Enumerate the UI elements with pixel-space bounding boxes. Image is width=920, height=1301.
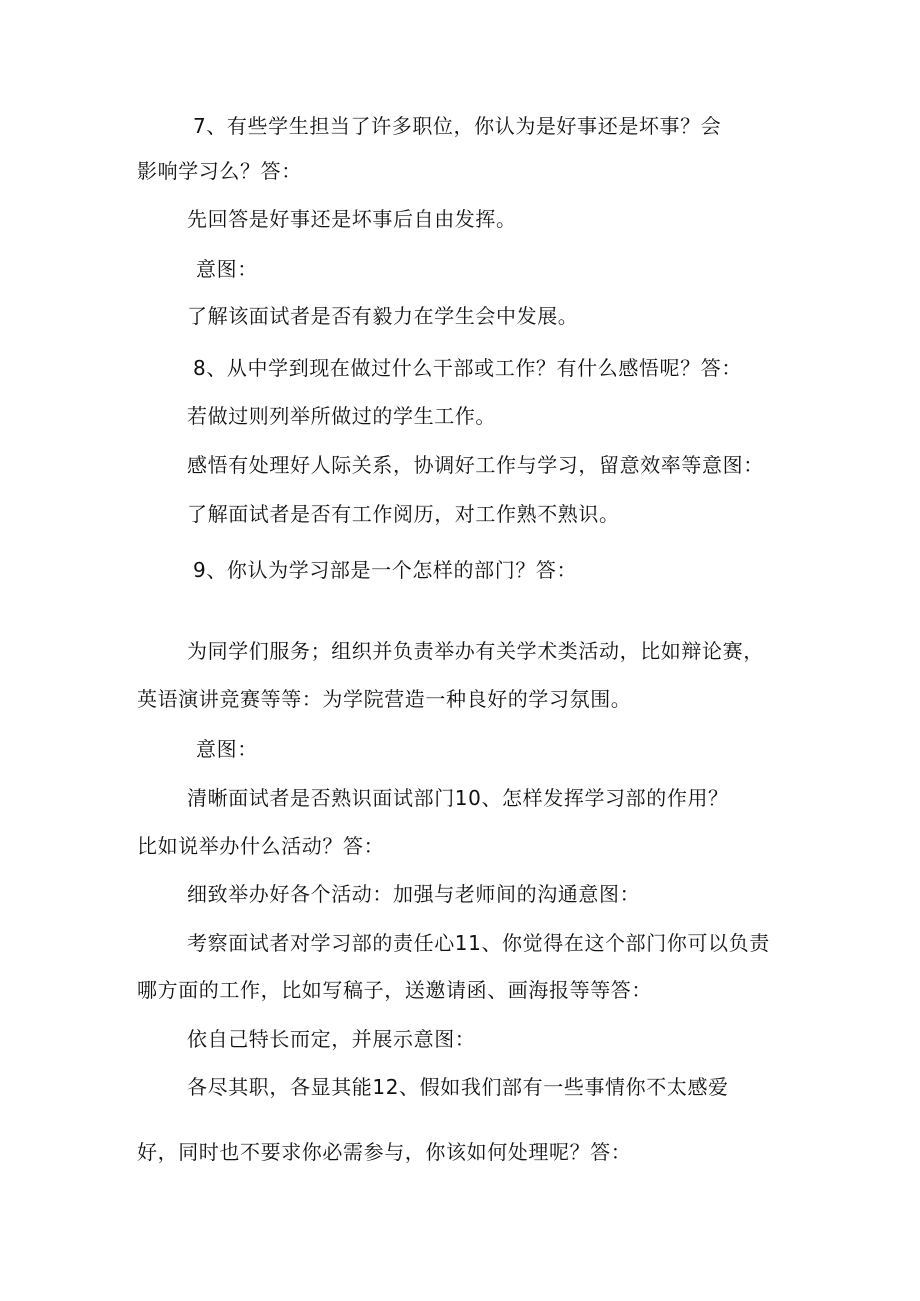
paragraph-line: 意图： (196, 257, 258, 281)
paragraph-line: 意图： (196, 737, 258, 761)
paragraph-line: 英语演讲竞赛等等：为学院营造一种良好的学习氛围。 (137, 687, 632, 711)
paragraph-line: 各尽其职，各显其能12、假如我们部有一些事情你不太感爱 (187, 1075, 729, 1099)
paragraph-line: 先回答是好事还是坏事后自由发挥。 (187, 207, 517, 231)
paragraph-line: 感悟有处理好人际关系，协调好工作与学习，留意效率等意图： (187, 453, 764, 477)
paragraph-line: 考察面试者对学习部的责任心11、你觉得在这个部门你可以负责 (187, 931, 770, 955)
paragraph-line: 影响学习么？答： (137, 159, 302, 183)
paragraph-line: 哪方面的工作，比如写稿子，送邀请函、画海报等等答： (137, 978, 652, 1002)
paragraph-line: 比如说举办什么活动？答： (137, 834, 385, 858)
paragraph-line: 了解该面试者是否有毅力在学生会中发展。 (187, 304, 579, 328)
paragraph-line: 7、有些学生担当了许多职位，你认为是好事还是坏事？会 (193, 114, 722, 138)
paragraph-line: 9、你认为学习部是一个怎样的部门？答： (193, 558, 578, 582)
paragraph-line: 为同学们服务；组织并负责举办有关学术类活动，比如辩论赛， (187, 639, 764, 663)
paragraph-line: 了解面试者是否有工作阅历，对工作熟不熟识。 (187, 502, 620, 526)
paragraph-line: 8、从中学到现在做过什么干部或工作？有什么感悟呢？答： (193, 356, 742, 380)
paragraph-line: 依自己特长而定，并展示意图： (187, 1027, 476, 1051)
paragraph-line: 清晰面试者是否熟识面试部门10、怎样发挥学习部的作用？ (187, 786, 729, 810)
paragraph-line: 好，同时也不要求你必需参与，你该如何处理呢？答： (137, 1140, 632, 1164)
paragraph-line: 若做过则列举所做过的学生工作。 (187, 404, 496, 428)
paragraph-line: 细致举办好各个活动：加强与老师间的沟通意图： (187, 882, 641, 906)
